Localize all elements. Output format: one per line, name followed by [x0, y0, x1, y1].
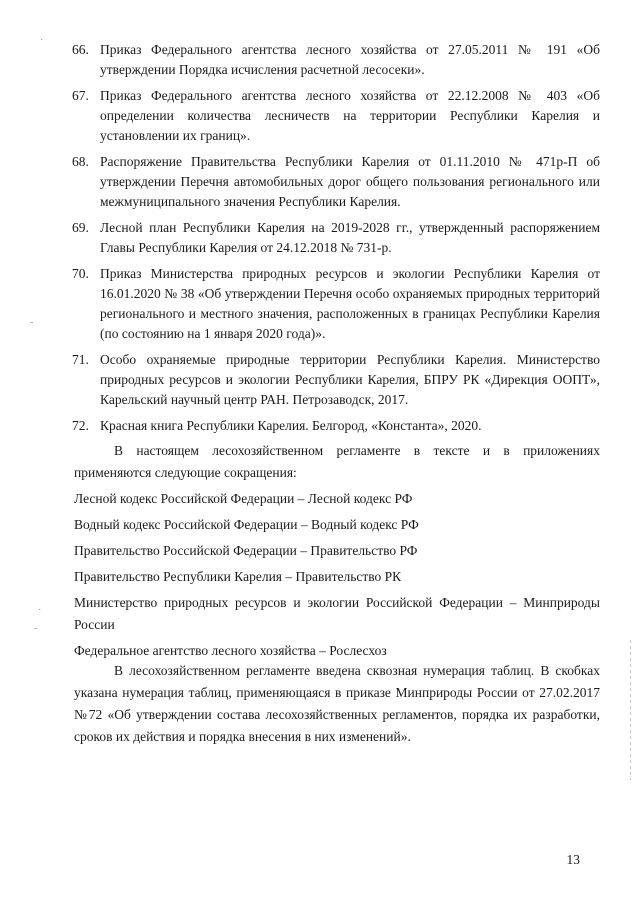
scan-mark: · — [40, 35, 44, 46]
reference-item — [60, 350, 600, 410]
abbreviations-section — [74, 440, 600, 666]
reference-item — [60, 86, 600, 146]
reference-list — [60, 40, 600, 442]
reference-text: Приказ Министерства природных ресурсов и экологии Республики Карелия от 16.01.2020 № 38 «Об утверждении Перечня особо охраняемых природных территорий регионального и местного значения, расположенных в границах Республики Карелия (по состоянию на 1 января 2020 года)». — [100, 266, 600, 341]
reference-number: 67. — [72, 88, 89, 103]
reference-item — [60, 264, 600, 344]
abbreviation-item: Лесной кодекс Российской Федерации – Лесной кодекс РФ — [74, 491, 413, 506]
reference-item — [60, 416, 600, 436]
reference-text: Приказ Федерального агентства лесного хозяйства от 22.12.2008 № 403 «Об определении количества лесничеств на территории Республики Карелия и установлении их границ». — [100, 88, 600, 143]
reference-text: Приказ Федерального агентства лесного хозяйства от 27.05.2011 № 191 «Об утверждении Порядка исчисления расчетной лесосеки». — [100, 42, 600, 77]
abbreviation-item: Правительство Республики Карелия – Правительство РК — [74, 569, 402, 584]
reference-text: Особо охраняемые природные территории Республики Карелия. Министерство природных ресурсов и экологии Республики Карелия, БПРУ РК «Дирекция ООПТ», Карельский научный центр РАН. Петрозаводск, 2017. — [100, 352, 600, 407]
abbreviation-item: Федеральное агентство лесного хозяйства – Рослесхоз — [74, 643, 387, 658]
reference-text: Распоряжение Правительства Республики Карелия от 01.11.2010 № 471р-П об утверждении Перечня автомобильных дорог общего пользования регионального или межмуниципального значения Республики Карелия. — [100, 154, 600, 209]
reference-item — [60, 218, 600, 258]
reference-item — [60, 152, 600, 212]
abbreviation-item: Водный кодекс Российской Федерации – Водный кодекс РФ — [74, 517, 419, 532]
reference-number: 71. — [72, 352, 89, 367]
abbreviations-intro: В настоящем лесохозяйственном регламенте в тексте и в приложениях применяются следующие сокращения: — [74, 443, 600, 480]
abbreviation-item: Министерство природных ресурсов и экологии Российской Федерации – Минприроды России — [74, 595, 600, 632]
scan-edge-artifact — [630, 640, 631, 780]
abbreviation-item: Правительство Российской Федерации – Правительство РФ — [74, 543, 418, 558]
reference-number: 72. — [72, 418, 89, 433]
reference-item — [60, 40, 600, 80]
reference-text: Лесной план Республики Карелия на 2019-2028 гг., утвержденный распоряжением Главы Республики Карелия от 24.12.2018 № 731-р. — [100, 220, 600, 255]
reference-text: Красная книга Республики Карелия. Белгород, «Константа», 2020. — [100, 418, 482, 433]
scan-mark: - — [30, 317, 34, 328]
reference-number: 70. — [72, 266, 89, 281]
page-number: 13 — [566, 852, 580, 867]
table-numbering-note: В лесохозяйственном регламенте введена сквозная нумерация таблиц. В скобках указана нумерация таблиц, применяющаяся в приказе Минприроды России от 27.02.2017 №72 «Об утверждении состава лесохозяйственных регламентов, порядка их разработки, сроков их действия и порядка внесения в них изменений». — [74, 663, 600, 744]
reference-number: 69. — [72, 220, 89, 235]
scan-mark: · — [38, 605, 42, 616]
reference-number: 68. — [72, 154, 89, 169]
scan-mark: - — [34, 623, 38, 634]
reference-number: 66. — [72, 42, 89, 57]
table-numbering-note-section — [74, 660, 600, 748]
